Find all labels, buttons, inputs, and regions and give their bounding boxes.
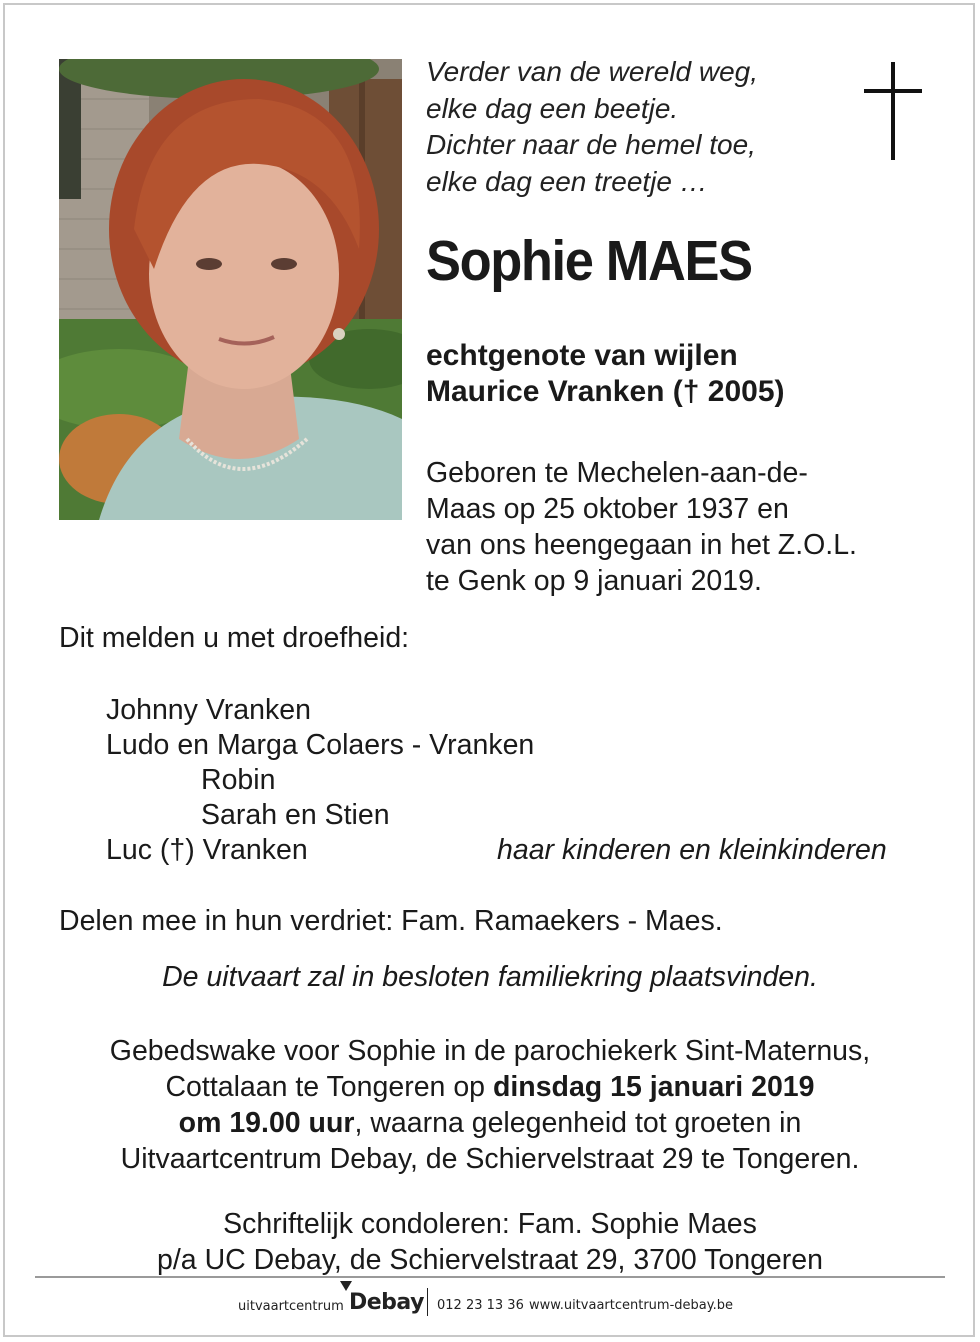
condolence-line: p/a UC Debay, de Schiervelstraat 29, 3700 Tongeren: [157, 1244, 823, 1276]
poem-line: Dichter naar de hemel toe,: [426, 129, 756, 160]
funeral-note-text: De uitvaart zal in besloten familiekring plaatsvinden.: [162, 961, 818, 993]
sharing-line: Delen mee in hun verdriet: Fam. Ramaekers - Maes.: [59, 905, 723, 937]
born-line: van ons heengegaan in het Z.O.L.: [426, 529, 857, 561]
footer-separator: [427, 1288, 428, 1316]
birth-death-info: [426, 455, 857, 599]
family-member: Johnny Vranken: [106, 694, 311, 726]
deceased-name: Sophie MAES: [426, 229, 752, 293]
wake-line: [0, 1069, 980, 1105]
wake-line: [0, 1105, 980, 1141]
footer-brand: Debay: [349, 1290, 424, 1315]
family-member: Sarah en Stien: [201, 799, 390, 831]
cross-icon: [864, 62, 922, 160]
funeral-note: [0, 959, 980, 995]
born-line: Maas op 25 oktober 1937 en: [426, 493, 789, 525]
condolence-info: [0, 1206, 980, 1278]
wake-info: [0, 1033, 980, 1177]
portrait-photo: [59, 59, 402, 520]
born-line: te Genk op 9 januari 2019.: [426, 565, 762, 597]
footer: [0, 1284, 980, 1324]
memorial-poem: [426, 54, 826, 200]
wake-time: om 19.00 uur: [178, 1107, 355, 1139]
wake-text: Cottalaan te Tongeren op: [165, 1071, 493, 1103]
condolence-line: Schriftelijk condoleren: Fam. Sophie Maes: [223, 1208, 757, 1240]
wake-line: Gebedswake voor Sophie in de parochiekerk Sint-Maternus,: [109, 1035, 871, 1067]
footer-brand-prefix: uitvaartcentrum: [238, 1299, 344, 1314]
wake-date: dinsdag 15 januari 2019: [492, 1071, 815, 1103]
announcement-intro: Dit melden u met droefheid:: [59, 622, 410, 654]
family-member: Ludo en Marga Colaers - Vranken: [106, 729, 535, 761]
footer-website: www.uitvaartcentrum-debay.be: [529, 1298, 733, 1313]
family-member: Luc (†) Vranken: [106, 834, 308, 866]
born-line: Geboren te Mechelen-aan-de-: [426, 457, 808, 489]
spouse-line: echtgenote van wijlen: [426, 339, 738, 372]
poem-line: elke dag een beetje.: [426, 92, 679, 124]
poem-line: Verder van de wereld weg,: [426, 56, 759, 87]
footer-phone: 012 23 13 36: [437, 1298, 524, 1313]
family-member: Robin: [201, 764, 276, 796]
footer-divider: [35, 1276, 945, 1278]
poem-line: elke dag een treetje …: [426, 165, 708, 197]
spouse-info: [426, 338, 785, 410]
wake-text: , waarna gelegenheid tot groeten in: [354, 1107, 802, 1139]
spouse-line: Maurice Vranken († 2005): [426, 375, 785, 408]
wake-line: Uitvaartcentrum Debay, de Schiervelstraat 29 te Tongeren.: [120, 1143, 860, 1175]
family-relation: haar kinderen en kleinkinderen: [497, 834, 887, 866]
